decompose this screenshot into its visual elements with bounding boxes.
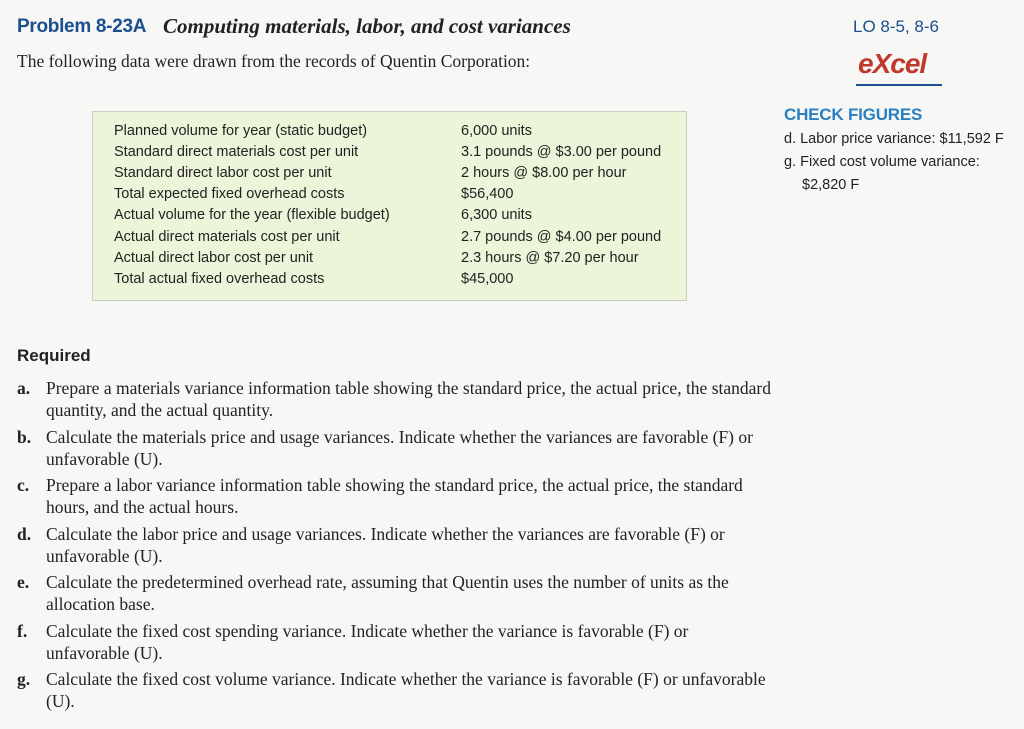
check-figure-item: g. Fixed cost volume variance: <box>784 154 980 170</box>
item-text: Prepare a materials variance information table showing the standard price, the actual price, the standard quantity, and the actual quantity. <box>46 378 771 420</box>
data-value: 6,300 units <box>461 207 532 223</box>
data-value: 2.3 hours @ $7.20 per hour <box>461 250 639 266</box>
item-letter: d. <box>17 524 32 544</box>
problem-header <box>17 14 1007 44</box>
data-table-box <box>92 111 687 301</box>
data-value: $56,400 <box>461 186 514 202</box>
item-text: Calculate the materials price and usage variances. Indicate whether the variances are favorable (F) or unfavorable (U). <box>46 427 753 469</box>
check-figure-item: d. Labor price variance: $11,592 F <box>784 131 1004 147</box>
data-value: 2 hours @ $8.00 per hour <box>461 165 627 181</box>
item-text: Calculate the predetermined overhead rate, assuming that Quentin uses the number of units as the allocation base. <box>46 572 729 614</box>
problem-title: Computing materials, labor, and cost variances <box>163 14 571 38</box>
data-label: Actual volume for the year (flexible budget) <box>114 207 390 223</box>
item-letter: f. <box>17 621 28 641</box>
data-value: 6,000 units <box>461 123 532 139</box>
item-text: Calculate the fixed cost spending variance. Indicate whether the variance is favorable (F) or unfavorable (U). <box>46 621 689 663</box>
data-label: Actual direct materials cost per unit <box>114 229 340 245</box>
data-label: Standard direct labor cost per unit <box>114 165 332 181</box>
item-letter: b. <box>17 427 32 447</box>
problem-number: Problem 8-23A <box>17 16 147 37</box>
check-figures-title: CHECK FIGURES <box>784 105 923 124</box>
data-value: 2.7 pounds @ $4.00 per pound <box>461 229 662 245</box>
excel-logo-underline <box>856 84 942 86</box>
data-label: Standard direct materials cost per unit <box>114 144 359 160</box>
check-figure-item: $2,820 F <box>802 177 860 193</box>
learning-objective-tag: LO 8-5, 8-6 <box>853 17 939 36</box>
item-text: Prepare a labor variance information table showing the standard price, the actual price, the standard hours, and the actual hours. <box>46 475 743 517</box>
item-letter: g. <box>17 669 31 689</box>
item-letter: a. <box>17 378 31 398</box>
intro-text: The following data were drawn from the records of Quentin Corporation: <box>17 51 531 71</box>
item-text: Calculate the labor price and usage variances. Indicate whether the variances are favorable (F) or unfavorable (U). <box>46 524 725 566</box>
required-heading: Required <box>17 346 91 365</box>
data-value: $45,000 <box>461 271 514 287</box>
item-letter: e. <box>17 572 30 592</box>
data-label: Total actual fixed overhead costs <box>114 271 325 287</box>
data-label: Total expected fixed overhead costs <box>114 186 345 202</box>
item-letter: c. <box>17 475 30 495</box>
data-label: Planned volume for year (static budget) <box>114 123 368 139</box>
item-text: Calculate the fixed cost volume variance. Indicate whether the variance is favorable (F) or unfavorable (U). <box>46 669 766 711</box>
excel-logo: eXcel <box>858 48 927 79</box>
data-value: 3.1 pounds @ $3.00 per pound <box>461 144 662 160</box>
data-label: Actual direct labor cost per unit <box>114 250 314 266</box>
